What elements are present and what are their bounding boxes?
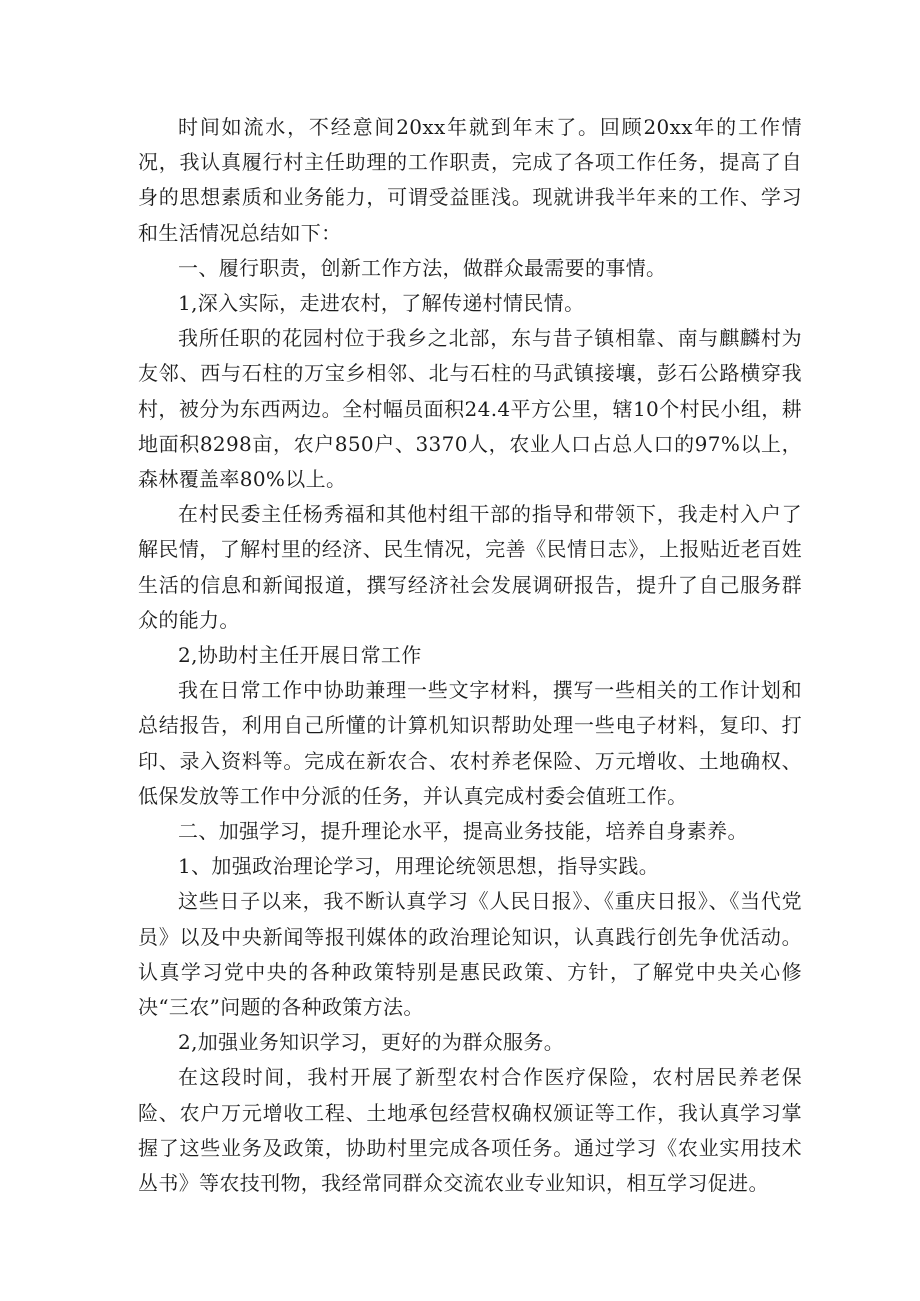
political-study-paragraph: 这些日子以来，我不断认真学习《人民日报》、《重庆日报》、《当代党员》以及中央新闻等报刊媒体的政治理论知识，认真践行创先争优活动。认真学习党中央的各种政策特别是惠民政策、方针，了解党中央关心修决“三农”问题的各种政策方法。	[138, 889, 802, 1020]
business-study-paragraph: 在这段时间，我村开展了新型农村合作医疗保险，农村居民养老保险、农户万元增收工程、土地承包经营权确权颁证等工作，我认真学习掌握了这些业务及政策，协助村里完成各项任务。通过学习《农业实用技术丛书》等农技刊物，我经常同群众交流农业专业知识，相互学习促进。	[138, 1065, 802, 1196]
village-work-paragraph: 在村民委主任杨秀福和其他村组干部的指导和带领下，我走村入户了解民情，了解村里的经济、民生情况，完善《民情日志》，上报贴近老百姓生活的信息和新闻报道，撰写经济社会发展调研报告，提升了自己服务群众的能力。	[138, 502, 802, 632]
subheading-1-2: 2,协助村主任开展日常工作	[178, 643, 422, 668]
document-body	[138, 110, 802, 1201]
intro-paragraph: 时间如流水，不经意间20xx年就到年末了。回顾20xx年的工作情况，我认真履行村主任助理的工作职责，完成了各项工作任务，提高了自身的思想素质和业务能力，可谓受益匪浅。现就讲我半年来的工作、学习和生活情况总结如下：	[138, 115, 802, 245]
subheading-1-1: 1,深入实际，走进农村，了解传递村情民情。	[178, 291, 585, 316]
section-heading-2: 二、加强学习，提升理论水平，提高业务技能，培养自身素养。	[178, 819, 748, 844]
section-heading-1: 一、履行职责，创新工作方法，做群众最需要的事情。	[178, 255, 667, 280]
subheading-2-2: 2,加强业务知识学习，更好的为群众服务。	[178, 1030, 565, 1055]
village-description-paragraph: 我所任职的花园村位于我乡之北部，东与昔子镇相靠、南与麒麟村为友邻、西与石柱的万宝乡相邻、北与石柱的马武镇接壤，彭石公路横穿我村，被分为东西两边。全村幅员面积24.4平方公里，辖10个村民小组，耕地面积8298亩，农户850户、3370人，农业人口占总人口的97%以上，森林覆盖率80%以上。	[138, 326, 802, 492]
subheading-2-1: 1、加强政治理论学习，用理论统领思想，指导实践。	[178, 854, 660, 879]
daily-work-paragraph: 我在日常工作中协助兼理一些文字材料，撰写一些相关的工作计划和总结报告，利用自己所懂的计算机知识帮助处理一些电子材料，复印、打印、录入资料等。完成在新农合、农村养老保险、万元增收、土地确权、低保发放等工作中分派的任务，并认真完成村委会值班工作。	[138, 678, 802, 808]
